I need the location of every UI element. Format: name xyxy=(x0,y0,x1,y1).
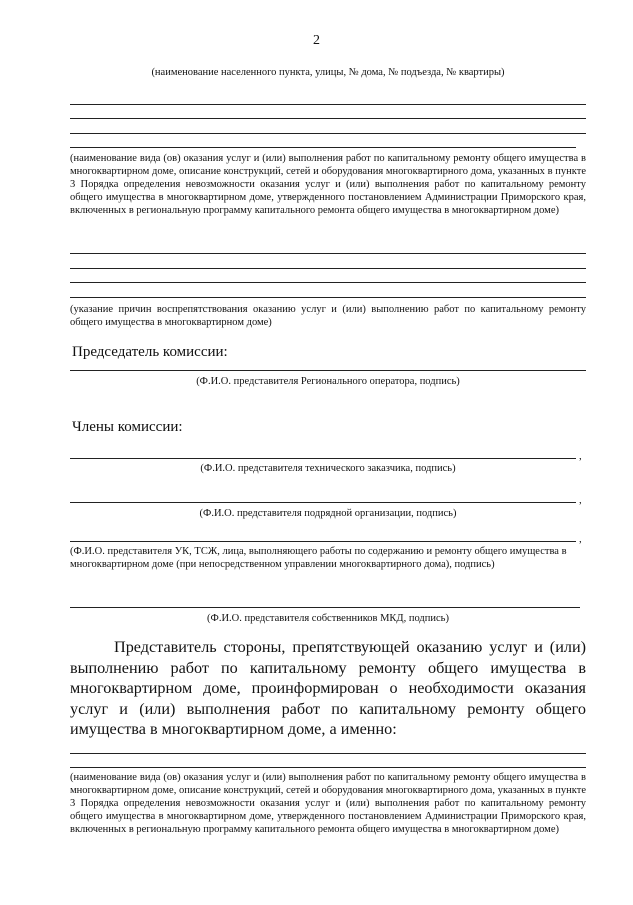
works-line-1 xyxy=(70,753,586,754)
members-label: Члены комиссии: xyxy=(72,419,183,435)
member-1-caption: (Ф.И.О. представителя технического заказчика, подпись) xyxy=(200,463,456,474)
chairman-signature-line xyxy=(70,370,586,371)
member-2-caption: (Ф.И.О. представителя подрядной организации, подпись) xyxy=(199,508,457,519)
chairman-label: Председатель комиссии: xyxy=(72,344,228,360)
member-1-comma: , xyxy=(579,450,582,462)
member-3-signature-line xyxy=(70,541,576,542)
body-paragraph: Представитель стороны, препятствующей оказанию услуг и (или) выполнению работ по капитальному ремонту общего имущества в многоквартирном доме, проинформирован о необходимости оказания услуг и (или) выполнения работ по капитальному ремонту общего имущества в многоквартирном доме, а именно: xyxy=(70,638,586,739)
address-line-2 xyxy=(70,118,586,119)
reason-line-1 xyxy=(70,253,586,254)
address-caption: (наименование населенного пункта, улицы, № дома, № подъезда, № квартиры) xyxy=(151,67,505,78)
chairman-caption: (Ф.И.О. представителя Регионального оператора, подпись) xyxy=(196,376,460,387)
works-caption-1: (наименование вида (ов) оказания услуг и (или) выполнения работ по капитальному ремонту общего имущества в многоквартирном доме, описание конструкций, сетей и оборудования многоквартирного дома, указанных в пункте 3 Порядка определения невозможности оказания услуг и (или) выполнения работ по капитальному ремонту общего имущества в многоквартирном доме, утвержденного постановлением Администрации Приморского края, включенных в региональную программу капитального ремонта общего имущества в многоквартирном доме) xyxy=(70,153,586,216)
reason-line-4 xyxy=(70,297,586,298)
reason-caption: (указание причин воспрепятствования оказанию услуг и (или) выполнению работ по капитальному ремонту общего имущества в многоквартирном доме) xyxy=(70,304,586,328)
member-4-caption: (Ф.И.О. представителя собственников МКД, подпись) xyxy=(207,613,449,624)
reason-line-3 xyxy=(70,282,586,283)
works-caption-2: (наименование вида (ов) оказания услуг и (или) выполнения работ по капитальному ремонту общего имущества в многоквартирном доме, описание конструкций, сетей и оборудования многоквартирного дома, указанных в пункте 3 Порядка определения невозможности оказания услуг и (или) выполнения работ по капитальному ремонту общего имущества в многоквартирном доме, утвержденного постановлением Администрации Приморского края, включенных в региональную программу капитального ремонта общего имущества в многоквартирном доме) xyxy=(70,772,586,835)
member-3-caption: (Ф.И.О. представителя УК, ТСЖ, лица, выполняющего работы по содержанию и ремонту общего имущества в многоквартирном доме (при непосредственном управлении многоквартирного дома), подпись) xyxy=(70,546,567,570)
member-4-signature-line xyxy=(70,607,580,608)
address-line-1 xyxy=(70,104,586,105)
address-line-4 xyxy=(70,147,576,148)
reason-line-2 xyxy=(70,268,586,269)
member-3-comma: , xyxy=(579,533,582,545)
member-2-comma: , xyxy=(579,494,582,506)
page-number: 2 xyxy=(313,33,320,48)
member-2-signature-line xyxy=(70,502,576,503)
member-1-signature-line xyxy=(70,458,576,459)
works-line-2 xyxy=(70,767,586,768)
address-line-3 xyxy=(70,133,586,134)
